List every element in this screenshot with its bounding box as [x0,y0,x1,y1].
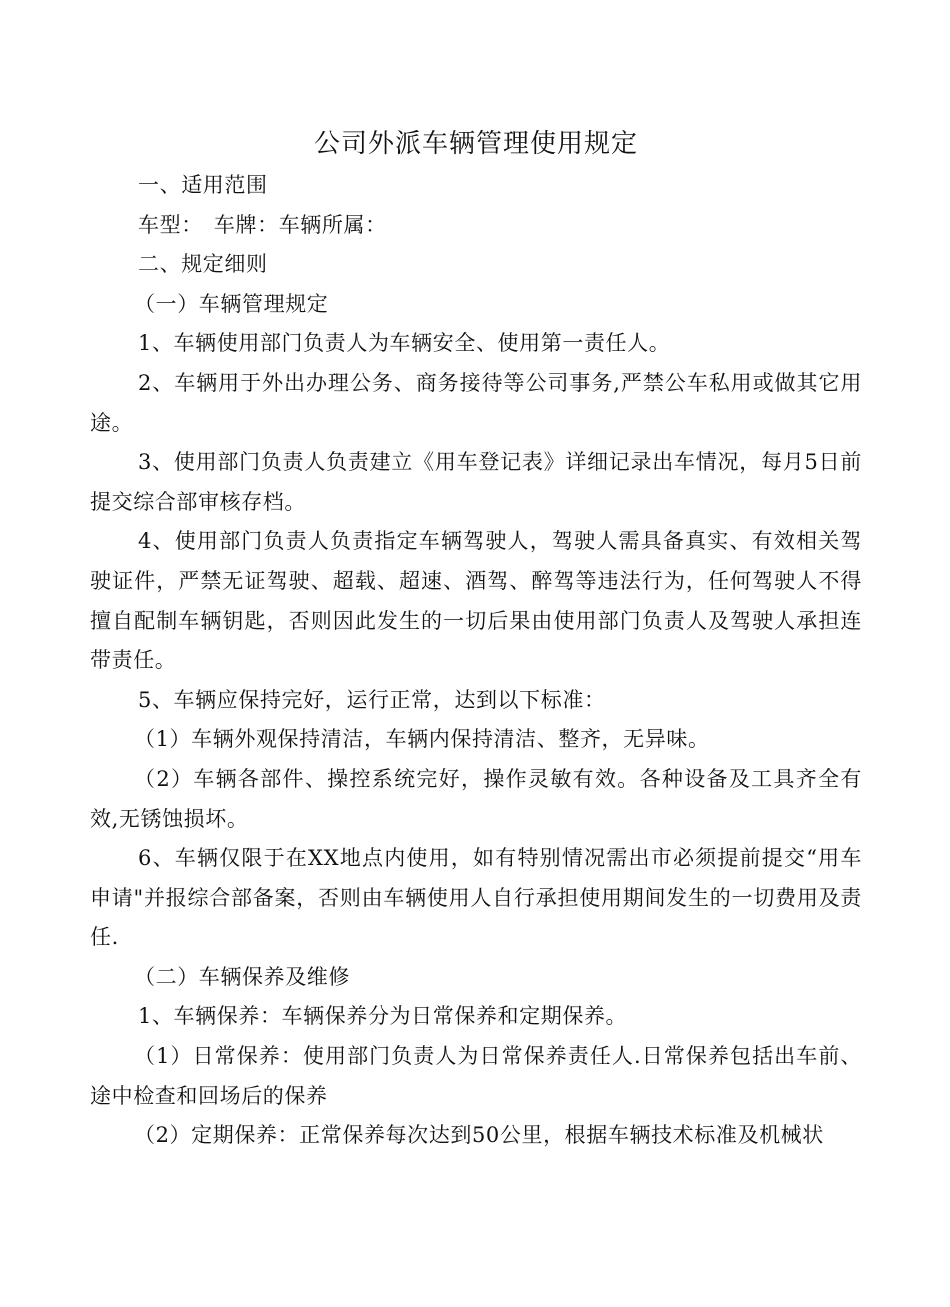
maintenance-item-1: （1）日常保养：使用部门负责人为日常保养责任人.日常保养包括出车前、途中检查和回场后的保养 [90,1044,862,1108]
document-body [90,124,862,1156]
rule-item-5-2: （2）车辆各部件、操控系统完好，操作灵敏有效。各种设备及工具齐全有效,无锈蚀损坏。 [90,766,862,831]
maintenance-paragraph-1: 1、车辆保养：车辆保养分为日常保养和定期保养。 [138,1004,628,1029]
rule-paragraph-1: 1、车辆使用部门负责人为车辆安全、使用第一责任人。 [138,331,671,356]
rule-paragraph-2: 2、车辆用于外出办理公务、商务接待等公司事务,严禁公车私用或做其它用途。 [90,370,862,435]
subsection-heading-management: （一）车辆管理规定 [134,291,329,316]
maintenance-item-2: （2）定期保养：正常保养每次达到50公里，根据车辆技术标准及机械状 [134,1123,824,1148]
vehicle-info-line: 车型： 车牌：车辆所属： [138,212,387,237]
rule-item-5-1: （1）车辆外观保持清洁，车辆内保持清洁、整齐，无异味。 [134,727,710,752]
section-heading-rules: 二、规定细则 [138,252,268,277]
section-heading-scope: 一、适用范围 [138,173,268,197]
subsection-heading-maintenance: （二）车辆保养及维修 [134,964,350,989]
rule-paragraph-3: 3、使用部门负责人负责建立《用车登记表》详细记录出车情况，每月5日前提交综合部审核存档。 [90,450,862,514]
document-title: 公司外派车辆管理使用规定 [313,129,638,159]
rule-paragraph-4: 4、使用部门负责人负责指定车辆驾驶人，驾驶人需具备真实、有效相关驾驶证件，严禁无证驾驶、超载、超速、酒驾、醉驾等违法行为，任何驾驶人不得擅自配制车辆钥匙，否则因此发生的一切后果由使用部门负责人及驾驶人承担连带责任。 [90,529,862,673]
rule-paragraph-6: 6、车辆仅限于在XX地点内使用，如有特别情况需出市必须提前提交“用车申请"并报综合部备案，否则由车辆使用人自行承担使用期间发生的一切费用及责任. [90,846,862,950]
rule-paragraph-5: 5、车辆应保持完好，运行正常，达到以下标准： [138,687,606,712]
